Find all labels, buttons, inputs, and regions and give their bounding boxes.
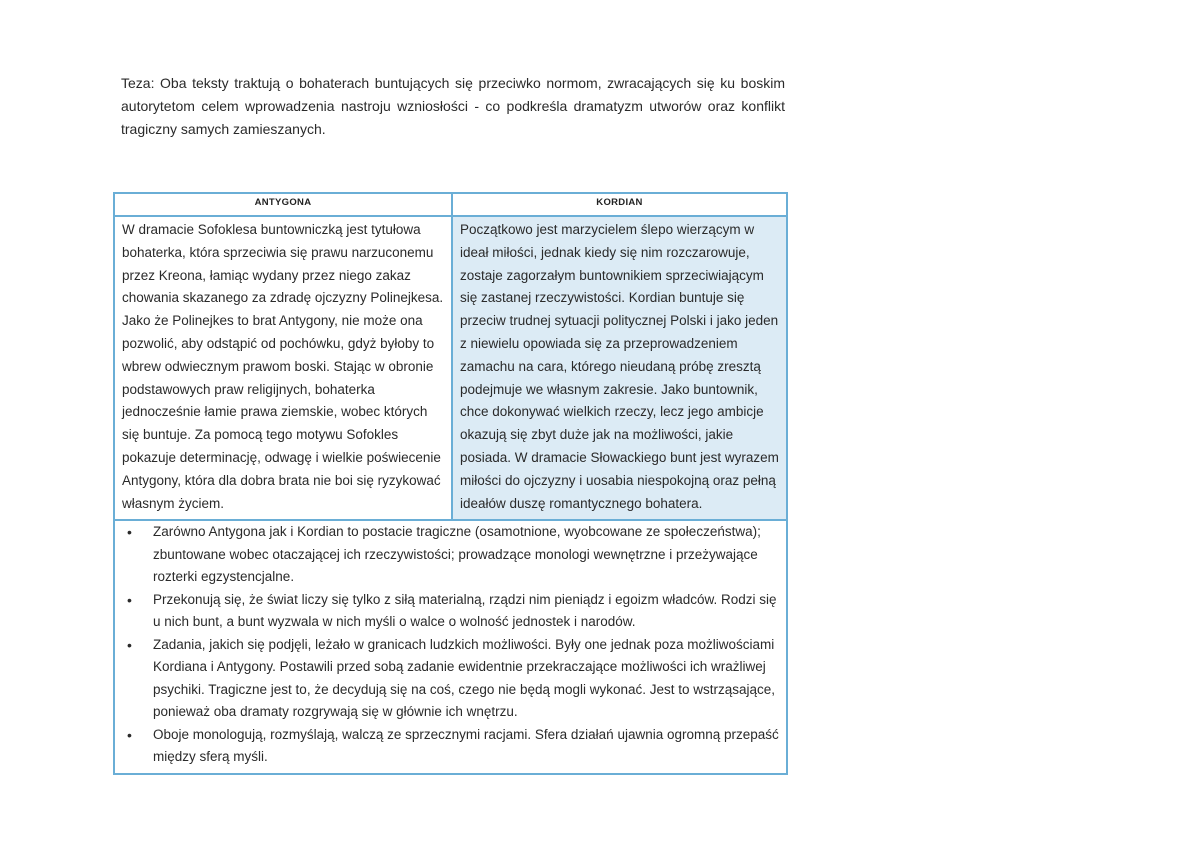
bullet-icon: • [127, 726, 132, 743]
comparison-table [113, 192, 788, 775]
list-item [119, 589, 782, 634]
summary-list [119, 521, 782, 769]
bullet-icon: • [127, 591, 132, 608]
thesis-paragraph: Teza: Oba teksty traktują o bohaterach buntujących się przeciwko normom, zwracających się ku boskim autorytetom celem wprowadzenia nastroju wzniosłości - co podkreśla dramatyzm utworów oraz konflikt tragiczny samych zamieszanych. [121, 75, 785, 137]
bullet-text: Oboje monologują, rozmyślają, walczą ze sprzecznymi racjami. Sfera działań ujawnia ogromną przepaść między sferą myśli. [153, 726, 779, 765]
list-item [119, 521, 782, 589]
cell-kordian: Początkowo jest marzycielem ślepo wierzącym w ideał miłości, jednak kiedy się nim rozczarowuje, zostaje zagorzałym buntownikiem sprzeciwiającym się zastanej rzeczywistości. Kordian buntuje się przeciw trudnej sytuacji politycznej Polski i jako jeden z niewielu opowiada się za przeprowadzeniem zamachu na cara, którego nieudaną próbę zresztą podejmuje we własnym zakresie. Jako buntownik, chce dokonywać wielkich rzeczy, lecz jego ambicje okazują się zbyt duże jak na możliwości, jakie posiada. W dramacie Słowackiego bunt jest wyrazem miłości do ojczyzny i uosabia niespokojną oraz pełną ideałów duszę romantycznego bohatera. [452, 216, 787, 520]
header-antygona: ANTYGONA [114, 193, 452, 216]
bullet-icon: • [127, 524, 132, 541]
bullet-icon: • [127, 636, 132, 653]
bullet-text: Przekonują się, że świat liczy się tylko z siłą materialną, rządzi nim pieniądz i egoizm władców. Rodzi się u nich bunt, a bunt wyzwala w nich myśli o walce o wolność jednostek i narodów. [153, 591, 777, 630]
bullet-text: Zadania, jakich się podjęli, leżało w granicach ludzkich możliwości. Były one jednak poza możliwościami Kordiana i Antygony. Postawili przed sobą zadanie ewidentnie przekraczające możliwości ich wrażliwej psychiki. Tragiczne jest to, że decydują się na coś, czego nie będą mogli wykonać. Jest to wstrząsające, ponieważ oba dramaty rozgrywają się w głównie ich wnętrzu. [153, 636, 776, 720]
header-kordian: KORDIAN [452, 193, 787, 216]
list-item [119, 724, 782, 769]
cell-antygona: W dramacie Sofoklesa buntowniczką jest tytułowa bohaterka, która sprzeciwia się prawu narzuconemu przez Kreona, łamiąc wydany przez niego zakaz chowania skazanego za zdradę ojczyzny Polinejkesa. Jako że Polinejkes to brat Antygony, nie może ona pozwolić, aby odstąpić od pochówku, gdyż byłoby to wbrew odwiecznym prawom boski. Stając w obronie podstawowych praw religijnych, bohaterka jednocześnie łamie prawa ziemskie, wobec których się buntuje. Za pomocą tego motywu Sofokles pokazuje determinację, odwagę i wielkie poświecenie Antygony, która dla dobra brata nie boi się ryzykować własnym życiem. [114, 216, 452, 520]
table-header-row [114, 193, 787, 216]
summary-cell [114, 520, 787, 774]
table-row [114, 216, 787, 520]
list-item [119, 634, 782, 724]
bullet-text: Zarówno Antygona jak i Kordian to postacie tragiczne (osamotnione, wyobcowane ze społeczeństwa); zbuntowane wobec otaczającej ich rzeczywistości; prowadzące monologi wewnętrzne i przeżywające rozterki egzystencjalne. [153, 524, 761, 585]
table-row-summary [114, 520, 787, 774]
